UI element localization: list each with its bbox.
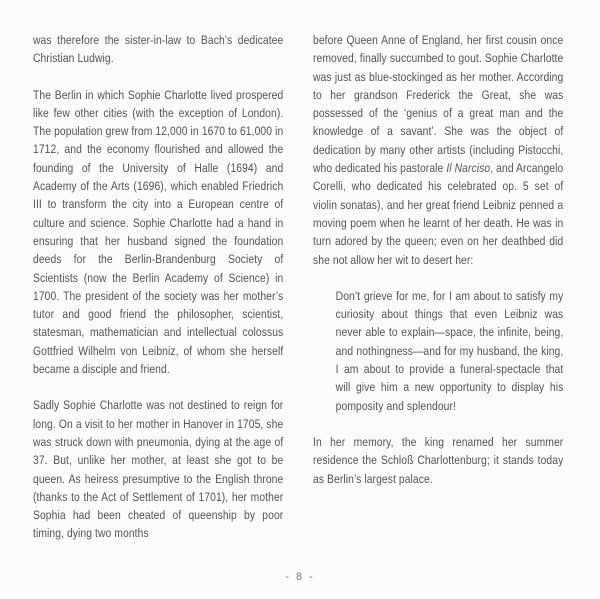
pull-quote: Don’t grieve for me, for I am about to satisfy my curiosity about things that even Leibniz was never able to explain—space, the infinite, being, and nothingness—and for my husband, the king, I am about to provide a funeral-spectacle that will give him a new opportunity to display his pomposity and splendour! <box>335 288 564 413</box>
paragraph-text: before Queen Anne of England, her first cousin once removed, finally succumbed to gout. Sophie Charlotte was just as blue-stockinged as her mother. According to her grandson Frederick the Great, she was possessed of the ‘genius of a great man and the knowledge of a savant’. She was the object of dedication by many other artists (including Pistocchi, who dedicated his pastorale <box>313 33 564 176</box>
page-number: - 8 - <box>285 571 315 583</box>
right-text-column <box>313 31 563 488</box>
paragraph: was therefore the sister-in-law to Bach’s dedicatee Christian Ludwig. <box>33 33 284 66</box>
paragraph <box>313 31 563 269</box>
paragraph: Sadly Sophie Charlotte was not destined to reign for long. On a visit to her mother in Hanover in 1705, she was struck down with pneumonia, dying at the age of 37. But, unlike her mother, at least she got to be queen. As heiress presumptive to the English throne (thanks to the Act of Settlement of 1701), her mother Sophia had been cheated of queenship by poor timing, dying two months <box>33 398 284 541</box>
left-text-column <box>33 31 283 543</box>
paragraph-text: , and Arcangelo Corelli, who dedicated his celebrated op. 5 set of violin sonatas), and her great friend Leibniz penned a moving poem when he learnt of her death. He was in turn adored by the queen; even on her deathbed did she not allow her wit to desert her: <box>313 161 564 267</box>
paragraph: In her memory, the king renamed her summer residence the Schloß Charlottenburg; it stands today as Berlin’s largest palace. <box>313 434 564 486</box>
work-title-italic: Il Narciso <box>446 161 491 176</box>
paragraph: The Berlin in which Sophie Charlotte lived prospered like few other cities (with the exception of London). The population grew from 12,000 in 1670 to 61,000 in 1712, and the economy flourished and allowed the founding of the University of Halle (1694) and Academy of the Arts (1696), which enabled Friedrich III to transform the city into a European centre of culture and science. Sophie Charlotte had a hand in ensuring that her husband signed the foundation deeds for the Berlin-Brandenburg Society of Scientists (now the Berlin Academy of Science) in 1700. The president of the society was her mother’s tutor and good friend the philosopher, scientist, statesman, mathematician and intellectual colossus Gottfried Wilhelm von Leibniz, of whom she herself became a disciple and friend. <box>33 87 284 377</box>
